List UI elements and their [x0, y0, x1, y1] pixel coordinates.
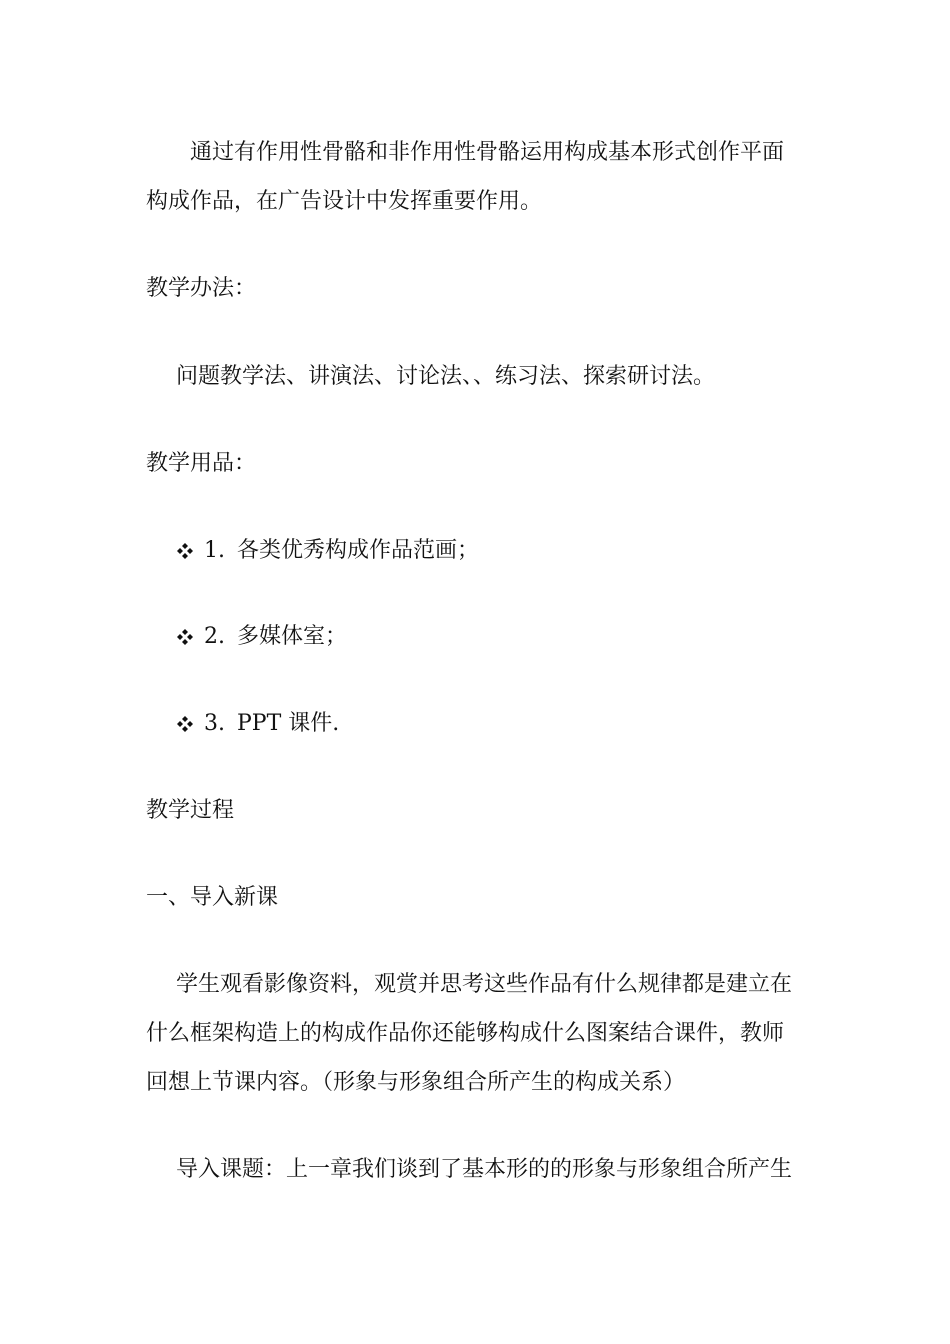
- section1-heading: 一、导入新课: [146, 885, 279, 910]
- supply-item-number: 3.: [204, 711, 225, 736]
- supply-item-text: 各类优秀构成作品范画；: [237, 538, 480, 563]
- methods-heading: 教学办法：: [146, 276, 257, 301]
- supply-item-text: 多媒体室；: [237, 624, 348, 649]
- supply-item-number: 1.: [204, 538, 225, 563]
- supply-list-item: [176, 536, 479, 566]
- section1-paragraph-line-2: 什么框架构造上的构成作品你还能够构成什么图案结合课件，教师: [146, 1021, 785, 1046]
- methods-text: 问题教学法、讲演法、讨论法、、练习法、探索研讨法。: [176, 364, 716, 389]
- intro-paragraph-line-1: 通过有作用性骨骼和非作用性骨骼运用构成基本形式创作平面: [190, 140, 785, 165]
- supply-list-item: [176, 709, 339, 739]
- supply-item-text: PPT 课件.: [237, 711, 340, 736]
- section1-paragraph-line-1: 学生观看影像资料，观赏并思考这些作品有什么规律都是建立在: [176, 972, 793, 997]
- intro-paragraph-line-2: 构成作品，在广告设计中发挥重要作用。: [146, 189, 543, 214]
- section1-paragraph-line-3: 回想上节课内容。（形象与形象组合所产生的构成关系）: [146, 1070, 686, 1095]
- four-diamond-bullet-icon: [176, 542, 194, 560]
- supplies-heading: 教学用品：: [146, 451, 257, 476]
- supply-item-number: 2.: [204, 624, 225, 649]
- topic-paragraph-line-1: 导入课题：上一章我们谈到了基本形的的形象与形象组合所产生: [176, 1157, 793, 1182]
- four-diamond-bullet-icon: [176, 715, 194, 733]
- supply-list-item: [176, 622, 347, 652]
- four-diamond-bullet-icon: [176, 628, 194, 646]
- process-heading: 教学过程: [146, 798, 235, 823]
